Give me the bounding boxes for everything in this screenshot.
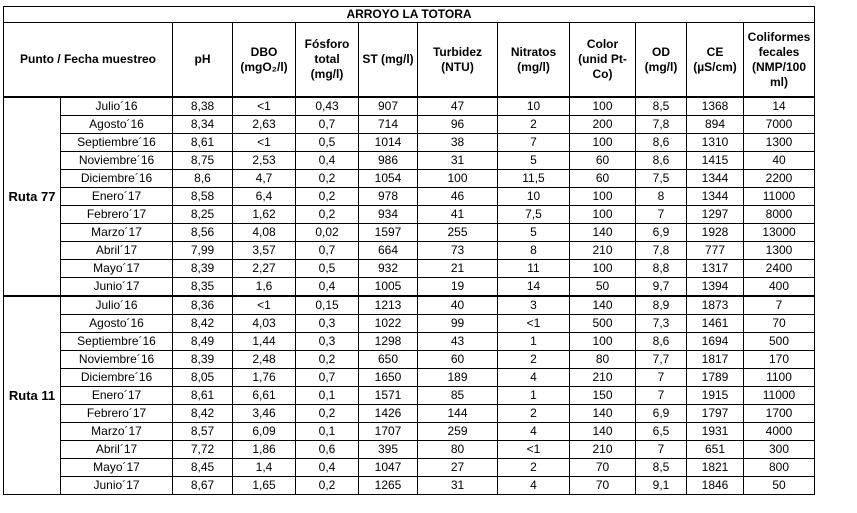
value-cell: 1,44 bbox=[233, 333, 296, 351]
value-cell: 11 bbox=[498, 260, 570, 278]
table-row bbox=[4, 188, 815, 206]
value-cell: 8,39 bbox=[173, 260, 233, 278]
value-cell: 8,5 bbox=[636, 97, 687, 116]
value-cell: 60 bbox=[570, 152, 636, 170]
value-cell: 60 bbox=[570, 170, 636, 188]
value-cell: 1344 bbox=[687, 188, 744, 206]
value-cell: 8,61 bbox=[173, 134, 233, 152]
table-row bbox=[4, 405, 815, 423]
value-cell: 6,09 bbox=[233, 423, 296, 441]
date-cell: Noviembre´16 bbox=[61, 351, 173, 369]
value-cell: 8,57 bbox=[173, 423, 233, 441]
date-cell: Septiembre´16 bbox=[61, 333, 173, 351]
value-cell: 8,6 bbox=[173, 170, 233, 188]
value-cell: 14 bbox=[744, 97, 815, 116]
date-cell: Febrero´17 bbox=[61, 405, 173, 423]
value-cell: 7,5 bbox=[498, 206, 570, 224]
value-cell: 9,1 bbox=[636, 477, 687, 495]
value-cell: 210 bbox=[570, 242, 636, 260]
value-cell: <1 bbox=[233, 296, 296, 315]
value-cell: 31 bbox=[418, 152, 498, 170]
value-cell: 2 bbox=[498, 405, 570, 423]
value-cell: 978 bbox=[359, 188, 418, 206]
value-cell: 1797 bbox=[687, 405, 744, 423]
value-cell: 0,7 bbox=[296, 242, 359, 260]
date-cell: Noviembre´16 bbox=[61, 152, 173, 170]
value-cell: 100 bbox=[570, 134, 636, 152]
header-fosforo: Fósforo total (mg/l) bbox=[296, 23, 359, 98]
value-cell: 47 bbox=[418, 97, 498, 116]
table-row bbox=[4, 116, 815, 134]
value-cell: 43 bbox=[418, 333, 498, 351]
value-cell: 0,15 bbox=[296, 296, 359, 315]
value-cell: 1047 bbox=[359, 459, 418, 477]
value-cell: 1 bbox=[498, 333, 570, 351]
value-cell: 210 bbox=[570, 441, 636, 459]
date-cell: Junio´17 bbox=[61, 278, 173, 297]
date-cell: Enero´17 bbox=[61, 387, 173, 405]
table-row bbox=[4, 315, 815, 333]
value-cell: 85 bbox=[418, 387, 498, 405]
value-cell: 10 bbox=[498, 188, 570, 206]
value-cell: 3 bbox=[498, 296, 570, 315]
title-row bbox=[4, 7, 815, 23]
value-cell: 40 bbox=[744, 152, 815, 170]
value-cell: 500 bbox=[744, 333, 815, 351]
table-row bbox=[4, 242, 815, 260]
value-cell: 140 bbox=[570, 423, 636, 441]
value-cell: 50 bbox=[570, 278, 636, 297]
value-cell: 11000 bbox=[744, 188, 815, 206]
value-cell: 0,1 bbox=[296, 387, 359, 405]
value-cell: 0,3 bbox=[296, 315, 359, 333]
value-cell: 70 bbox=[570, 459, 636, 477]
value-cell: 96 bbox=[418, 116, 498, 134]
table-row bbox=[4, 206, 815, 224]
value-cell: 4,03 bbox=[233, 315, 296, 333]
value-cell: 1213 bbox=[359, 296, 418, 315]
value-cell: 0,7 bbox=[296, 369, 359, 387]
value-cell: 8,75 bbox=[173, 152, 233, 170]
value-cell: 144 bbox=[418, 405, 498, 423]
value-cell: 0,5 bbox=[296, 134, 359, 152]
value-cell: 1928 bbox=[687, 224, 744, 242]
table-row bbox=[4, 387, 815, 405]
value-cell: 1,86 bbox=[233, 441, 296, 459]
value-cell: 1415 bbox=[687, 152, 744, 170]
value-cell: 99 bbox=[418, 315, 498, 333]
value-cell: 100 bbox=[570, 206, 636, 224]
value-cell: 7 bbox=[744, 296, 815, 315]
value-cell: 7,99 bbox=[173, 242, 233, 260]
value-cell: 2 bbox=[498, 459, 570, 477]
value-cell: 1821 bbox=[687, 459, 744, 477]
header-coliformes: Coliformes fecales (NMP/100 ml) bbox=[744, 23, 815, 98]
value-cell: 1298 bbox=[359, 333, 418, 351]
value-cell: 714 bbox=[359, 116, 418, 134]
table-row bbox=[4, 97, 815, 116]
value-cell: 1310 bbox=[687, 134, 744, 152]
table-row bbox=[4, 351, 815, 369]
value-cell: 1 bbox=[498, 387, 570, 405]
value-cell: 1394 bbox=[687, 278, 744, 297]
value-cell: 8,35 bbox=[173, 278, 233, 297]
value-cell: 8,56 bbox=[173, 224, 233, 242]
value-cell: 1368 bbox=[687, 97, 744, 116]
value-cell: 1300 bbox=[744, 242, 815, 260]
value-cell: 4 bbox=[498, 477, 570, 495]
value-cell: 0,2 bbox=[296, 206, 359, 224]
value-cell: 0,2 bbox=[296, 170, 359, 188]
value-cell: 500 bbox=[570, 315, 636, 333]
table-row bbox=[4, 260, 815, 278]
value-cell: 140 bbox=[570, 405, 636, 423]
value-cell: 3,57 bbox=[233, 242, 296, 260]
date-cell: Julio´16 bbox=[61, 296, 173, 315]
header-turbidez: Turbidez (NTU) bbox=[418, 23, 498, 98]
date-cell: Mayo´17 bbox=[61, 459, 173, 477]
value-cell: 8 bbox=[498, 242, 570, 260]
value-cell: 150 bbox=[570, 387, 636, 405]
value-cell: 4000 bbox=[744, 423, 815, 441]
value-cell: 0,4 bbox=[296, 278, 359, 297]
value-cell: 5 bbox=[498, 152, 570, 170]
value-cell: 40 bbox=[418, 296, 498, 315]
value-cell: 3,46 bbox=[233, 405, 296, 423]
value-cell: 1700 bbox=[744, 405, 815, 423]
header-st: ST (mg/l) bbox=[359, 23, 418, 98]
date-cell: Marzo´17 bbox=[61, 423, 173, 441]
value-cell: 7 bbox=[636, 441, 687, 459]
value-cell: 7 bbox=[636, 369, 687, 387]
header-punto-fecha: Punto / Fecha muestreo bbox=[4, 23, 173, 98]
value-cell: <1 bbox=[233, 134, 296, 152]
value-cell: 0,5 bbox=[296, 260, 359, 278]
date-cell: Diciembre´16 bbox=[61, 170, 173, 188]
table-row bbox=[4, 296, 815, 315]
header-ce: CE (µS/cm) bbox=[687, 23, 744, 98]
value-cell: 5 bbox=[498, 224, 570, 242]
value-cell: 100 bbox=[570, 333, 636, 351]
value-cell: 0,2 bbox=[296, 405, 359, 423]
value-cell: 0,6 bbox=[296, 441, 359, 459]
value-cell: 894 bbox=[687, 116, 744, 134]
value-cell: 1597 bbox=[359, 224, 418, 242]
value-cell: 395 bbox=[359, 441, 418, 459]
value-cell: 8,25 bbox=[173, 206, 233, 224]
date-cell: Enero´17 bbox=[61, 188, 173, 206]
value-cell: 140 bbox=[570, 296, 636, 315]
value-cell: 50 bbox=[744, 477, 815, 495]
value-cell: 140 bbox=[570, 224, 636, 242]
date-cell: Diciembre´16 bbox=[61, 369, 173, 387]
value-cell: 70 bbox=[744, 315, 815, 333]
value-cell: <1 bbox=[233, 97, 296, 116]
value-cell: 400 bbox=[744, 278, 815, 297]
value-cell: 7,8 bbox=[636, 242, 687, 260]
value-cell: 8,8 bbox=[636, 260, 687, 278]
value-cell: 1461 bbox=[687, 315, 744, 333]
value-cell: <1 bbox=[498, 441, 570, 459]
value-cell: 0,4 bbox=[296, 152, 359, 170]
value-cell: 986 bbox=[359, 152, 418, 170]
value-cell: 8,58 bbox=[173, 188, 233, 206]
date-cell: Septiembre´16 bbox=[61, 134, 173, 152]
value-cell: <1 bbox=[498, 315, 570, 333]
value-cell: 4,08 bbox=[233, 224, 296, 242]
value-cell: 0,1 bbox=[296, 423, 359, 441]
value-cell: 932 bbox=[359, 260, 418, 278]
value-cell: 0,4 bbox=[296, 459, 359, 477]
value-cell: 4 bbox=[498, 423, 570, 441]
value-cell: 664 bbox=[359, 242, 418, 260]
value-cell: 7 bbox=[636, 387, 687, 405]
value-cell: 8,6 bbox=[636, 134, 687, 152]
date-cell: Febrero´17 bbox=[61, 206, 173, 224]
table-row bbox=[4, 459, 815, 477]
value-cell: 6,9 bbox=[636, 405, 687, 423]
value-cell: 70 bbox=[570, 477, 636, 495]
value-cell: 1650 bbox=[359, 369, 418, 387]
value-cell: 210 bbox=[570, 369, 636, 387]
value-cell: 8,05 bbox=[173, 369, 233, 387]
value-cell: 8 bbox=[636, 188, 687, 206]
table-row bbox=[4, 152, 815, 170]
value-cell: 10 bbox=[498, 97, 570, 116]
value-cell: 2400 bbox=[744, 260, 815, 278]
value-cell: 4,7 bbox=[233, 170, 296, 188]
value-cell: 1,76 bbox=[233, 369, 296, 387]
value-cell: 1,62 bbox=[233, 206, 296, 224]
value-cell: 934 bbox=[359, 206, 418, 224]
value-cell: 7 bbox=[636, 206, 687, 224]
header-dbo: DBO (mgO₂/l) bbox=[233, 23, 296, 98]
value-cell: 21 bbox=[418, 260, 498, 278]
value-cell: 8,42 bbox=[173, 405, 233, 423]
value-cell: 7,5 bbox=[636, 170, 687, 188]
date-cell: Agosto´16 bbox=[61, 315, 173, 333]
value-cell: 255 bbox=[418, 224, 498, 242]
value-cell: 0,43 bbox=[296, 97, 359, 116]
value-cell: 41 bbox=[418, 206, 498, 224]
value-cell: 1005 bbox=[359, 278, 418, 297]
value-cell: 8,45 bbox=[173, 459, 233, 477]
table-row bbox=[4, 170, 815, 188]
value-cell: 7,8 bbox=[636, 116, 687, 134]
value-cell: 2,63 bbox=[233, 116, 296, 134]
value-cell: 6,5 bbox=[636, 423, 687, 441]
value-cell: 1022 bbox=[359, 315, 418, 333]
value-cell: 1571 bbox=[359, 387, 418, 405]
date-cell: Agosto´16 bbox=[61, 116, 173, 134]
value-cell: 1873 bbox=[687, 296, 744, 315]
table-row bbox=[4, 477, 815, 495]
value-cell: 0,2 bbox=[296, 188, 359, 206]
value-cell: 259 bbox=[418, 423, 498, 441]
date-cell: Abril´17 bbox=[61, 441, 173, 459]
value-cell: 1817 bbox=[687, 351, 744, 369]
value-cell: 11,5 bbox=[498, 170, 570, 188]
value-cell: 2,53 bbox=[233, 152, 296, 170]
value-cell: 2,27 bbox=[233, 260, 296, 278]
date-cell: Junio´17 bbox=[61, 477, 173, 495]
header-nitratos: Nitratos (mg/l) bbox=[498, 23, 570, 98]
value-cell: 1014 bbox=[359, 134, 418, 152]
value-cell: 31 bbox=[418, 477, 498, 495]
value-cell: 27 bbox=[418, 459, 498, 477]
value-cell: 1707 bbox=[359, 423, 418, 441]
value-cell: 7,7 bbox=[636, 351, 687, 369]
value-cell: 0,2 bbox=[296, 351, 359, 369]
table-row bbox=[4, 333, 815, 351]
value-cell: 0,2 bbox=[296, 477, 359, 495]
value-cell: 1,6 bbox=[233, 278, 296, 297]
table-row bbox=[4, 224, 815, 242]
value-cell: 4 bbox=[498, 369, 570, 387]
value-cell: 8,38 bbox=[173, 97, 233, 116]
date-cell: Julio´16 bbox=[61, 97, 173, 116]
value-cell: 200 bbox=[570, 116, 636, 134]
value-cell: 1265 bbox=[359, 477, 418, 495]
value-cell: 8,61 bbox=[173, 387, 233, 405]
header-od: OD (mg/l) bbox=[636, 23, 687, 98]
value-cell: 8,5 bbox=[636, 459, 687, 477]
value-cell: 38 bbox=[418, 134, 498, 152]
header-ph: pH bbox=[173, 23, 233, 98]
value-cell: 2,48 bbox=[233, 351, 296, 369]
water-quality-table bbox=[3, 6, 815, 495]
value-cell: 1317 bbox=[687, 260, 744, 278]
value-cell: 6,9 bbox=[636, 224, 687, 242]
value-cell: 1915 bbox=[687, 387, 744, 405]
value-cell: 9,7 bbox=[636, 278, 687, 297]
value-cell: 7000 bbox=[744, 116, 815, 134]
value-cell: 100 bbox=[570, 260, 636, 278]
value-cell: 8,67 bbox=[173, 477, 233, 495]
value-cell: 7 bbox=[498, 134, 570, 152]
value-cell: 1694 bbox=[687, 333, 744, 351]
value-cell: 1054 bbox=[359, 170, 418, 188]
group-ruta-77 bbox=[4, 97, 815, 296]
value-cell: 8,6 bbox=[636, 333, 687, 351]
value-cell: 80 bbox=[418, 441, 498, 459]
value-cell: 2 bbox=[498, 116, 570, 134]
route-label: Ruta 77 bbox=[4, 97, 61, 296]
value-cell: 1426 bbox=[359, 405, 418, 423]
value-cell: 8,42 bbox=[173, 315, 233, 333]
value-cell: 60 bbox=[418, 351, 498, 369]
value-cell: 8,49 bbox=[173, 333, 233, 351]
value-cell: 1846 bbox=[687, 477, 744, 495]
route-label: Ruta 11 bbox=[4, 296, 61, 495]
value-cell: 189 bbox=[418, 369, 498, 387]
value-cell: 1789 bbox=[687, 369, 744, 387]
value-cell: 46 bbox=[418, 188, 498, 206]
value-cell: 2200 bbox=[744, 170, 815, 188]
value-cell: 73 bbox=[418, 242, 498, 260]
value-cell: 300 bbox=[744, 441, 815, 459]
value-cell: 100 bbox=[570, 97, 636, 116]
date-cell: Abril´17 bbox=[61, 242, 173, 260]
date-cell: Marzo´17 bbox=[61, 224, 173, 242]
value-cell: 170 bbox=[744, 351, 815, 369]
value-cell: 11000 bbox=[744, 387, 815, 405]
table-row bbox=[4, 278, 815, 297]
value-cell: 6,4 bbox=[233, 188, 296, 206]
value-cell: 100 bbox=[570, 188, 636, 206]
value-cell: 14 bbox=[498, 278, 570, 297]
value-cell: 7,72 bbox=[173, 441, 233, 459]
value-cell: 13000 bbox=[744, 224, 815, 242]
value-cell: 777 bbox=[687, 242, 744, 260]
value-cell: 8,36 bbox=[173, 296, 233, 315]
value-cell: 1,65 bbox=[233, 477, 296, 495]
value-cell: 8000 bbox=[744, 206, 815, 224]
value-cell: 650 bbox=[359, 351, 418, 369]
table-title: ARROYO LA TOTORA bbox=[4, 7, 815, 23]
date-cell: Mayo´17 bbox=[61, 260, 173, 278]
value-cell: 6,61 bbox=[233, 387, 296, 405]
value-cell: 0,3 bbox=[296, 333, 359, 351]
value-cell: 100 bbox=[418, 170, 498, 188]
value-cell: 1344 bbox=[687, 170, 744, 188]
value-cell: 1,4 bbox=[233, 459, 296, 477]
value-cell: 1100 bbox=[744, 369, 815, 387]
table-row bbox=[4, 441, 815, 459]
header-row bbox=[4, 23, 815, 98]
group-ruta-11 bbox=[4, 296, 815, 495]
value-cell: 0,7 bbox=[296, 116, 359, 134]
value-cell: 8,39 bbox=[173, 351, 233, 369]
value-cell: 8,9 bbox=[636, 296, 687, 315]
value-cell: 907 bbox=[359, 97, 418, 116]
header-color: Color (unid Pt-Co) bbox=[570, 23, 636, 98]
table-row bbox=[4, 369, 815, 387]
value-cell: 7,3 bbox=[636, 315, 687, 333]
table-container bbox=[3, 6, 815, 495]
value-cell: 800 bbox=[744, 459, 815, 477]
value-cell: 0,02 bbox=[296, 224, 359, 242]
table-row bbox=[4, 423, 815, 441]
table-row bbox=[4, 134, 815, 152]
value-cell: 8,34 bbox=[173, 116, 233, 134]
value-cell: 80 bbox=[570, 351, 636, 369]
value-cell: 651 bbox=[687, 441, 744, 459]
value-cell: 8,6 bbox=[636, 152, 687, 170]
value-cell: 19 bbox=[418, 278, 498, 297]
value-cell: 2 bbox=[498, 351, 570, 369]
value-cell: 1931 bbox=[687, 423, 744, 441]
value-cell: 1300 bbox=[744, 134, 815, 152]
value-cell: 1297 bbox=[687, 206, 744, 224]
